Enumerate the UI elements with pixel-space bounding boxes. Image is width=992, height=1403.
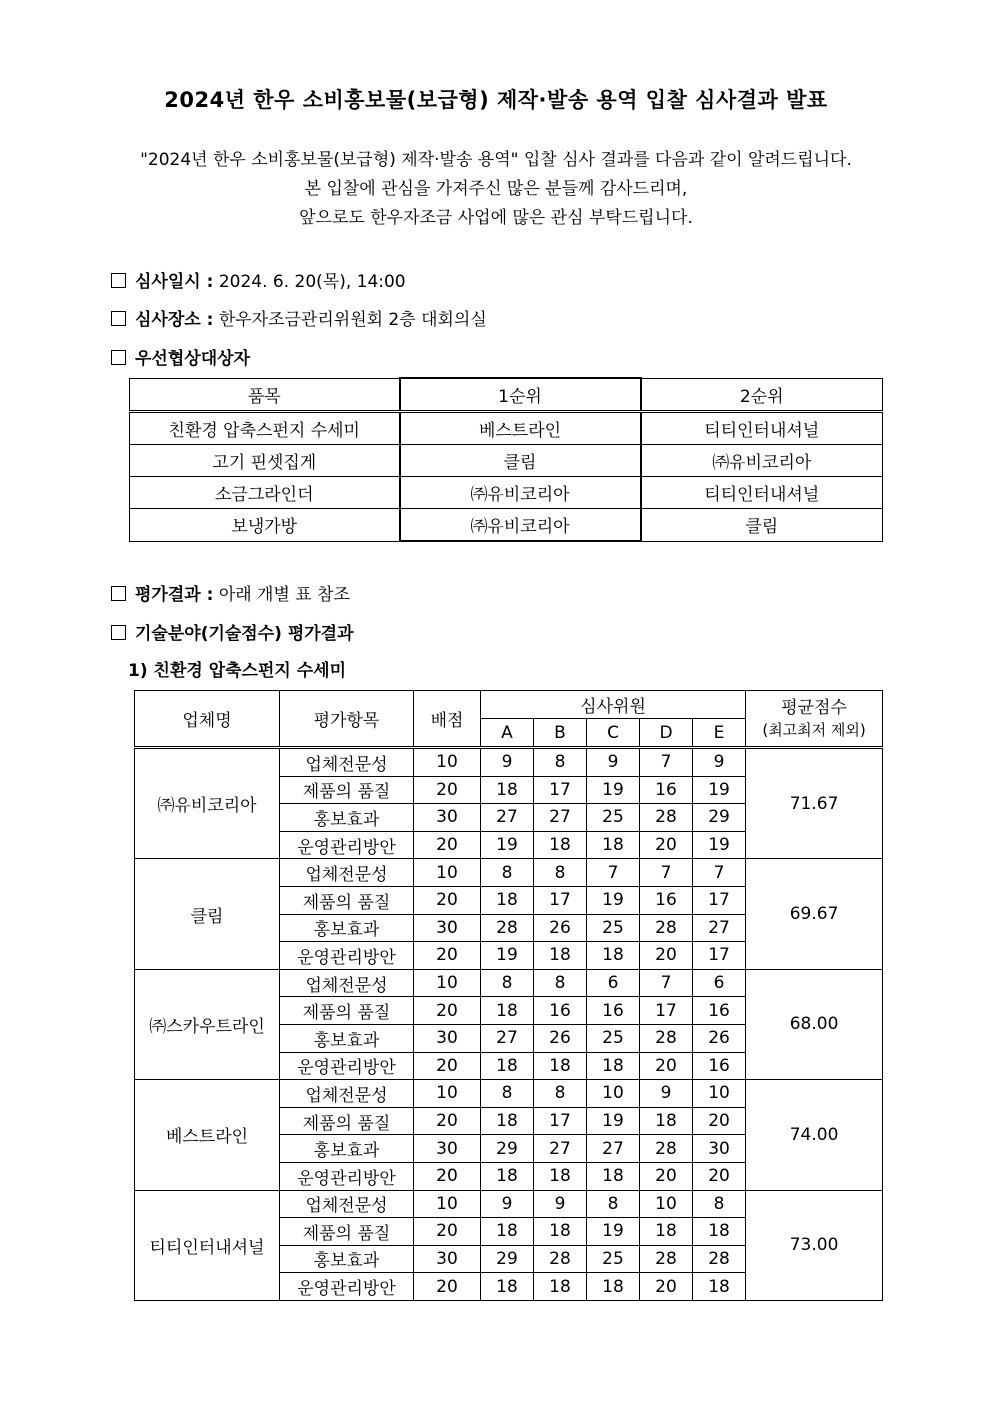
score-cell: 18 xyxy=(481,776,534,804)
score-cell: 18 xyxy=(587,1052,640,1080)
score-cell: 18 xyxy=(587,831,640,859)
checkbox-square-icon xyxy=(111,273,126,288)
header-company: 업체명 xyxy=(135,691,280,748)
company-name-cell: ㈜유비코리아 xyxy=(135,748,280,859)
score-cell: 28 xyxy=(640,1245,693,1273)
score-cell: 17 xyxy=(693,942,746,970)
score-cell: 19 xyxy=(481,942,534,970)
weight-cell: 30 xyxy=(414,914,481,942)
weight-cell: 20 xyxy=(414,1218,481,1246)
eval-item-cell: 홍보효과 xyxy=(280,914,414,942)
score-cell: 28 xyxy=(640,914,693,942)
score-cell: 28 xyxy=(640,804,693,832)
section-value: 아래 개별 표 참조 xyxy=(218,585,350,605)
score-cell: 28 xyxy=(693,1245,746,1273)
score-cell: 9 xyxy=(587,748,640,777)
eval-item-cell: 운영관리방안 xyxy=(280,942,414,970)
eval-item-cell: 홍보효과 xyxy=(280,1024,414,1052)
weight-cell: 20 xyxy=(414,1162,481,1190)
weight-cell: 20 xyxy=(414,886,481,914)
score-cell: 18 xyxy=(587,1162,640,1190)
score-cell: 8 xyxy=(481,859,534,887)
table-cell: 소금그라인더 xyxy=(130,477,400,509)
eval-item-cell: 제품의 품질 xyxy=(280,997,414,1025)
score-cell: 20 xyxy=(640,831,693,859)
score-cell: 20 xyxy=(640,1162,693,1190)
weight-cell: 10 xyxy=(414,969,481,997)
score-cell: 18 xyxy=(481,1052,534,1080)
table-row xyxy=(135,969,883,997)
eval-item-cell: 업체전문성 xyxy=(280,748,414,777)
page-title: 2024년 한우 소비홍보물(보급형) 제작·발송 용역 입찰 심사결과 발표 xyxy=(164,88,828,112)
score-cell: 18 xyxy=(481,1107,534,1135)
intro-text xyxy=(0,146,992,233)
company-name-cell: ㈜스카우트라인 xyxy=(135,969,280,1079)
score-cell: 18 xyxy=(534,831,587,859)
eval-item-cell: 업체전문성 xyxy=(280,1080,414,1108)
eval-item-cell: 운영관리방안 xyxy=(280,831,414,859)
table-row xyxy=(130,445,883,477)
weight-cell: 20 xyxy=(414,1052,481,1080)
score-cell: 17 xyxy=(534,886,587,914)
table-cell: 친환경 압축스펀지 수세미 xyxy=(130,412,400,445)
score-cell: 6 xyxy=(693,969,746,997)
table-cell: 티티인터내셔널 xyxy=(641,412,883,445)
section-value: 한우자조금관리위원회 2층 대회의실 xyxy=(218,310,487,330)
table-cell: 클림 xyxy=(641,509,883,542)
header-avg xyxy=(746,691,883,748)
section-tech xyxy=(111,619,354,644)
score-cell: 7 xyxy=(640,748,693,777)
score-cell: 18 xyxy=(481,997,534,1025)
header-judge-d: D xyxy=(640,719,693,748)
weight-cell: 10 xyxy=(414,859,481,887)
score-cell: 8 xyxy=(534,748,587,777)
score-cell: 17 xyxy=(534,776,587,804)
score-cell: 28 xyxy=(534,1245,587,1273)
score-cell: 26 xyxy=(534,1024,587,1052)
table-header-row xyxy=(130,378,883,412)
weight-cell: 30 xyxy=(414,1135,481,1163)
weight-cell: 20 xyxy=(414,997,481,1025)
score-cell: 10 xyxy=(640,1190,693,1218)
score-cell: 19 xyxy=(693,831,746,859)
eval-item-cell: 제품의 품질 xyxy=(280,776,414,804)
weight-cell: 10 xyxy=(414,1190,481,1218)
score-cell: 18 xyxy=(640,1107,693,1135)
score-cell: 17 xyxy=(534,1107,587,1135)
score-cell: 16 xyxy=(693,1052,746,1080)
eval-item-cell: 운영관리방안 xyxy=(280,1162,414,1190)
score-cell: 29 xyxy=(481,1135,534,1163)
score-cell: 19 xyxy=(481,831,534,859)
table-cell: 클림 xyxy=(400,445,641,477)
avg-score-cell: 74.00 xyxy=(746,1080,883,1190)
avg-score-cell: 71.67 xyxy=(746,748,883,859)
table-cell: 보냉가방 xyxy=(130,509,400,542)
table-row xyxy=(135,748,883,777)
score-cell: 16 xyxy=(534,997,587,1025)
score-cell: 30 xyxy=(693,1135,746,1163)
header-judges: 심사위원 xyxy=(481,691,746,719)
score-cell: 20 xyxy=(640,1052,693,1080)
score-cell: 25 xyxy=(587,914,640,942)
score-cell: 25 xyxy=(587,1245,640,1273)
avg-score-cell: 69.67 xyxy=(746,859,883,969)
score-cell: 18 xyxy=(534,1273,587,1301)
score-cell: 18 xyxy=(587,1273,640,1301)
weight-cell: 20 xyxy=(414,831,481,859)
section-eval xyxy=(111,580,350,605)
score-cell: 16 xyxy=(640,776,693,804)
section-label: 심사일시 : xyxy=(135,272,214,292)
section-label: 평가결과 : xyxy=(135,585,214,605)
score-cell: 8 xyxy=(693,1190,746,1218)
score-cell: 29 xyxy=(693,804,746,832)
score-cell: 9 xyxy=(693,748,746,777)
table-header-cell: 1순위 xyxy=(400,378,641,412)
score-cell: 28 xyxy=(640,1024,693,1052)
weight-cell: 30 xyxy=(414,804,481,832)
table-cell: ㈜유비코리아 xyxy=(641,445,883,477)
score-cell: 9 xyxy=(481,1190,534,1218)
avg-score-cell: 73.00 xyxy=(746,1190,883,1300)
section-label: 기술분야(기술점수) 평가결과 xyxy=(135,624,354,644)
score-cell: 7 xyxy=(693,859,746,887)
eval-item-cell: 업체전문성 xyxy=(280,969,414,997)
score-cell: 25 xyxy=(587,804,640,832)
score-cell: 18 xyxy=(534,1218,587,1246)
checkbox-square-icon xyxy=(111,586,126,601)
section-value: 2024. 6. 20(목), 14:00 xyxy=(218,272,406,292)
score-cell: 26 xyxy=(534,914,587,942)
table-row xyxy=(130,509,883,542)
score-cell: 7 xyxy=(640,969,693,997)
eval-item-cell: 홍보효과 xyxy=(280,1245,414,1273)
score-cell: 18 xyxy=(587,942,640,970)
header-judge-c: C xyxy=(587,719,640,748)
score-cell: 8 xyxy=(534,859,587,887)
checkbox-square-icon xyxy=(111,311,126,326)
score-cell: 6 xyxy=(587,969,640,997)
score-cell: 18 xyxy=(481,1162,534,1190)
section-label: 우선협상대상자 xyxy=(135,349,250,369)
avg-score-cell: 68.00 xyxy=(746,969,883,1079)
table-cell: 베스트라인 xyxy=(400,412,641,445)
score-cell: 10 xyxy=(693,1080,746,1108)
weight-cell: 30 xyxy=(414,1245,481,1273)
score-cell: 18 xyxy=(693,1273,746,1301)
section-priority xyxy=(111,344,250,369)
header-avg-note: (최고최저 제외) xyxy=(762,720,866,739)
score-cell: 16 xyxy=(693,997,746,1025)
table-row xyxy=(130,477,883,509)
score-cell: 28 xyxy=(481,914,534,942)
score-cell: 17 xyxy=(693,886,746,914)
score-cell: 8 xyxy=(481,1080,534,1108)
score-cell: 8 xyxy=(481,969,534,997)
company-name-cell: 베스트라인 xyxy=(135,1080,280,1190)
score-cell: 26 xyxy=(693,1024,746,1052)
score-cell: 8 xyxy=(534,969,587,997)
company-name-cell: 클림 xyxy=(135,859,280,969)
subsection-title: 1) 친환경 압축스펀지 수세미 xyxy=(128,661,346,681)
header-judge-e: E xyxy=(693,719,746,748)
company-name-cell: 티티인터내셔널 xyxy=(135,1190,280,1300)
eval-item-cell: 홍보효과 xyxy=(280,1135,414,1163)
score-cell: 27 xyxy=(534,1135,587,1163)
eval-item-cell: 홍보효과 xyxy=(280,804,414,832)
score-cell: 18 xyxy=(534,1052,587,1080)
score-cell: 9 xyxy=(640,1080,693,1108)
weight-cell: 20 xyxy=(414,1107,481,1135)
score-cell: 17 xyxy=(640,997,693,1025)
score-cell: 19 xyxy=(587,886,640,914)
score-cell: 20 xyxy=(640,942,693,970)
score-cell: 9 xyxy=(481,748,534,777)
score-cell: 10 xyxy=(587,1080,640,1108)
table-cell: ㈜유비코리아 xyxy=(400,509,641,542)
eval-item-cell: 업체전문성 xyxy=(280,859,414,887)
intro-line: 본 입찰에 관심을 가져주신 많은 분들께 감사드리며, xyxy=(304,179,688,199)
score-cell: 25 xyxy=(587,1024,640,1052)
header-weight: 배점 xyxy=(414,691,481,748)
table-cell: 티티인터내셔널 xyxy=(641,477,883,509)
table-cell: 고기 핀셋집게 xyxy=(130,445,400,477)
score-cell: 28 xyxy=(640,1135,693,1163)
eval-item-cell: 제품의 품질 xyxy=(280,886,414,914)
score-cell: 18 xyxy=(481,1218,534,1246)
header-judge-a: A xyxy=(481,719,534,748)
header-item: 평가항목 xyxy=(280,691,414,748)
score-cell: 18 xyxy=(640,1218,693,1246)
weight-cell: 30 xyxy=(414,1024,481,1052)
score-cell: 29 xyxy=(481,1245,534,1273)
table-row xyxy=(130,412,883,445)
score-cell: 18 xyxy=(481,886,534,914)
section-date xyxy=(111,267,406,292)
score-cell: 19 xyxy=(587,1107,640,1135)
score-cell: 27 xyxy=(481,1024,534,1052)
priority-table xyxy=(129,377,883,542)
checkbox-square-icon xyxy=(111,625,126,640)
score-cell: 20 xyxy=(693,1162,746,1190)
score-cell: 8 xyxy=(534,1080,587,1108)
score-cell: 19 xyxy=(587,776,640,804)
header-judge-b: B xyxy=(534,719,587,748)
table-row xyxy=(135,1080,883,1108)
weight-cell: 10 xyxy=(414,748,481,777)
score-cell: 16 xyxy=(587,997,640,1025)
checkbox-square-icon xyxy=(111,350,126,365)
section-place xyxy=(111,305,487,330)
weight-cell: 20 xyxy=(414,942,481,970)
intro-line: "2024년 한우 소비홍보물(보급형) 제작·발송 용역" 입찰 심사 결과를 다음과 같이 알려드립니다. xyxy=(140,150,852,170)
score-cell: 27 xyxy=(587,1135,640,1163)
score-cell: 8 xyxy=(587,1190,640,1218)
table-row xyxy=(135,1190,883,1218)
table-cell: ㈜유비코리아 xyxy=(400,477,641,509)
score-cell: 20 xyxy=(640,1273,693,1301)
weight-cell: 10 xyxy=(414,1080,481,1108)
intro-line: 앞으로도 한우자조금 사업에 많은 관심 부탁드립니다. xyxy=(299,208,693,228)
eval-item-cell: 업체전문성 xyxy=(280,1190,414,1218)
table-row xyxy=(135,859,883,887)
table-header-cell: 2순위 xyxy=(641,378,883,412)
section-label: 심사장소 : xyxy=(135,310,214,330)
score-cell: 27 xyxy=(534,804,587,832)
score-cell: 19 xyxy=(587,1218,640,1246)
score-cell: 9 xyxy=(534,1190,587,1218)
score-cell: 16 xyxy=(640,886,693,914)
score-cell: 7 xyxy=(587,859,640,887)
eval-item-cell: 제품의 품질 xyxy=(280,1218,414,1246)
score-cell: 27 xyxy=(693,914,746,942)
score-cell: 19 xyxy=(693,776,746,804)
score-cell: 18 xyxy=(481,1273,534,1301)
weight-cell: 20 xyxy=(414,1273,481,1301)
weight-cell: 20 xyxy=(414,776,481,804)
score-cell: 27 xyxy=(481,804,534,832)
eval-item-cell: 운영관리방안 xyxy=(280,1052,414,1080)
score-cell: 7 xyxy=(640,859,693,887)
score-cell: 20 xyxy=(693,1107,746,1135)
score-table xyxy=(134,690,883,1301)
eval-item-cell: 운영관리방안 xyxy=(280,1273,414,1301)
eval-item-cell: 제품의 품질 xyxy=(280,1107,414,1135)
score-cell: 18 xyxy=(693,1218,746,1246)
table-header-cell: 품목 xyxy=(130,378,400,412)
header-avg-label: 평균점수 xyxy=(781,697,847,718)
score-cell: 18 xyxy=(534,1162,587,1190)
score-cell: 18 xyxy=(534,942,587,970)
